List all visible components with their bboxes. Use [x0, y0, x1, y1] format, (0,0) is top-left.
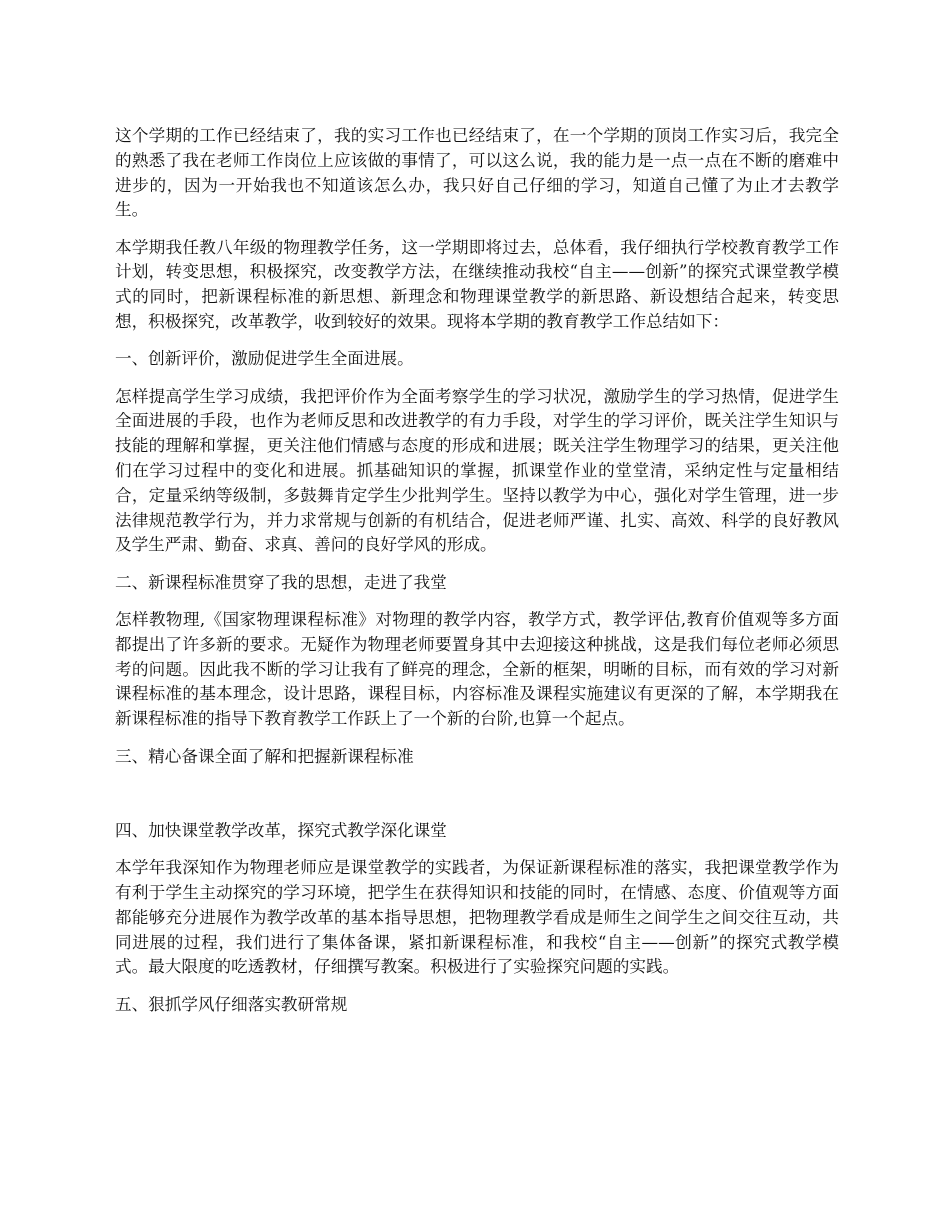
section-heading-2: 二、新课程标准贯穿了我的思想，走进了我堂	[115, 572, 447, 592]
paragraph-intro: 这个学期的工作已经结束了，我的实习工作也已经结束了，在一个学期的顶岗工作实习后，我完全的熟悉了我在老师工作岗位上应该做的事情了，可以这么说，我的能力是一点一点在不断的磨难中进步的，因为一开始我也不知道该怎么办，我只好自己仔细的学习，知道自己懂了为止才去教学生。	[115, 126, 839, 220]
section-heading-5: 五、狠抓学风仔细落实教研常规	[115, 994, 348, 1014]
section-heading-3: 三、精心备课全面了解和把握新课程标准	[115, 746, 414, 766]
section-heading-1: 一、创新评价，激励促进学生全面进展。	[115, 349, 414, 369]
paragraph-section-4: 本学年我深知作为物理老师应是课堂教学的实践者，为保证新课程标准的落实，我把课堂教学作为有利于学生主动探究的学习环境，把学生在获得知识和技能的同时，在情感、态度、价值观等方面都能够充分进展作为教学改革的基本指导思想，把物理教学看成是师生之间学生之间交往互动，共同进展的过程，我们进行了集体备课，紧扣新课程标准，和我校“自主——创新”的探究式教学模式。最大限度的吃透教材，仔细撰写教案。积极进行了实验探究问题的实践。	[115, 858, 839, 977]
paragraph-section-1: 怎样提高学生学习成绩，我把评价作为全面考察学生的学习状况，激励学生的学习热情，促进学生全面进展的手段，也作为老师反思和改进教学的有力手段，对学生的学习评价，既关注学生知识与技能的理解和掌握，更关注他们情感与态度的形成和进展；既关注学生物理学习的结果，更关注他们在学习过程中的变化和进展。抓基础知识的掌握，抓课堂作业的堂堂清，采纳定性与定量相结合，定量采纳等级制，多鼓舞肯定学生少批判学生。坚持以教学为中心，强化对学生管理，进一步法律规范教学行为，并力求常规与创新的有机结合，促进老师严谨、扎实、高效、科学的良好教风及学生严肃、勤奋、求真、善问的良好学风的形成。	[115, 386, 839, 555]
document-body	[115, 124, 839, 1030]
paragraph-overview: 本学期我任教八年级的物理教学任务，这一学期即将过去，总体看，我仔细执行学校教育教学工作计划，转变思想，积极探究，改变教学方法，在继续推动我校“自主——创新”的探究式课堂教学模式的同时，把新课程标准的新思想、新理念和物理课堂教学的新思路、新设想结合起来，转变思想，积极探究，改革教学，收到较好的效果。现将本学期的教育教学工作总结如下：	[115, 237, 839, 332]
paragraph-section-2: 怎样教物理,《国家物理课程标准》对物理的教学内容，教学方式，教学评估,教育价值观等多方面都提出了许多新的要求。无疑作为物理老师要置身其中去迎接这种挑战，这是我们每位老师必须思考的问题。因此我不断的学习让我有了鲜亮的理念，全新的框架，明晰的目标，而有效的学习对新课程标准的基本理念，设计思路，课程目标，内容标准及课程实施建议有更深的了解，本学期我在新课程标准的指导下教育教学工作跃上了一个新的台阶,也算一个起点。	[115, 610, 839, 729]
blank-space	[115, 782, 839, 819]
section-heading-4: 四、加快课堂教学改革，探究式教学深化课堂	[115, 820, 447, 840]
